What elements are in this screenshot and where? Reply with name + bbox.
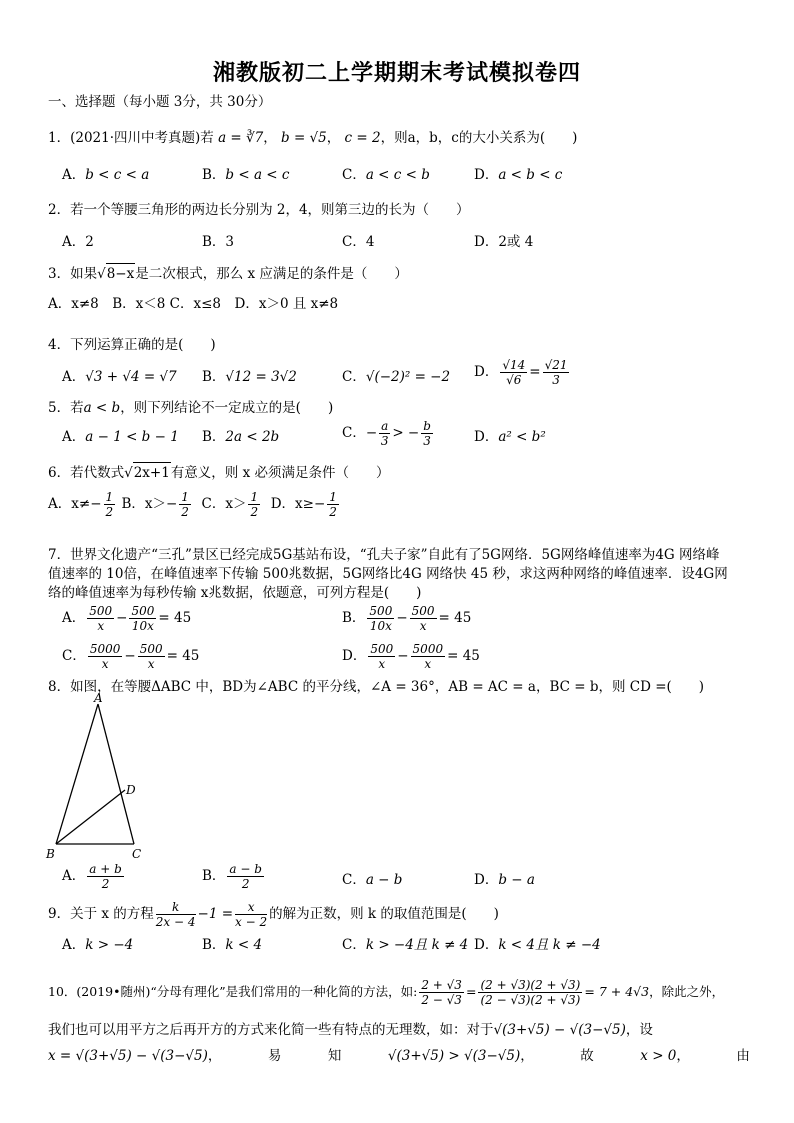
question-1-stem: 1．(2021·四川中考真题)若 a = ∛7， b = √5， c = 2，则a，b，c的大小关系为( ) (48, 130, 578, 146)
q8-option-a[interactable]: A． $\frac{a + b}{2}$ (62, 862, 122, 891)
q6-radicand: 2x+1 (133, 462, 171, 483)
question-6-stem: 6．若代数式√ 2x+1有意义，则 x 必须满足条件（ ） (48, 462, 750, 483)
q3-options[interactable]: A．x≠8 B．x＜8 C．x≤8 D．x＞0 且 x≠8 (48, 296, 339, 312)
q4-option-a[interactable]: A．√3 + √4 = √7 (62, 369, 177, 385)
q2-option-c[interactable]: C．4 (342, 234, 375, 250)
q6-options[interactable] (48, 490, 341, 519)
q7-option-a[interactable]: A． $\frac{500}{x}$ − $\frac{500}{10x}$ = 45 (62, 604, 192, 633)
question-10-line-2: 我们也可以用平方之后再开方的方式来化简一些有特点的无理数，如：对于√(3+√5) − √(3−√5)，设 (48, 1022, 653, 1038)
q2-option-d[interactable]: D．2或 4 (474, 234, 534, 250)
q5-option-b[interactable]: B．2a < 2b (202, 429, 280, 445)
q7-option-d[interactable]: D． $\frac{500}{x}$ − $\frac{5000}{x}$ = 45 (342, 642, 480, 671)
question-9-stem: 9．关于 x 的方程 $\frac{k}{2x - 4}$ −1 = $\frac{x}{x - 2}$ 的解为正数，则 k 的取值范围是( ) (48, 900, 499, 929)
q4-option-d[interactable]: D． $\frac{√14}{√6}$ = $\frac{√21}{3}$ (474, 358, 568, 387)
question-3-stem: 3．如果√ 8−x是二次根式，那么 x 应满足的条件是（ ） (48, 263, 750, 284)
q1-option-a[interactable]: A．b < c < a (62, 167, 150, 183)
vertex-label-a: A (94, 692, 103, 705)
bisector-bd (56, 790, 125, 844)
q1-option-c[interactable]: C．a < c < b (342, 167, 430, 183)
triangle-figure (40, 692, 160, 864)
q7-option-b[interactable]: B． $\frac{500}{10x}$ − $\frac{500}{x}$ = 45 (342, 604, 472, 633)
q1-b-expr: b = √5 (281, 130, 327, 146)
q6-option-a: A．x≠− $\frac{1}{2}$ (48, 490, 114, 519)
section-heading: 一、选择题（每小题 3分，共 30分） (48, 94, 272, 110)
q9-option-c[interactable]: C．k > −4且 k ≠ 4 (342, 937, 469, 953)
q4-option-c[interactable]: C．√(−2)² = −2 (342, 369, 451, 385)
q8-option-d[interactable]: D．b − a (474, 872, 535, 888)
vertex-label-b: B (46, 847, 55, 861)
side-ab (56, 704, 98, 844)
q8-option-b[interactable]: B． $\frac{a - b}{2}$ (202, 862, 262, 891)
q2-option-b[interactable]: B．3 (202, 234, 235, 250)
q6-option-d: D．x≥− $\frac{1}{2}$ (270, 490, 337, 519)
q1-a-expr: a = ∛7 (218, 130, 264, 146)
q7-option-c[interactable]: C． $\frac{5000}{x}$ − $\frac{500}{x}$ = 45 (62, 642, 200, 671)
question-8-stem: 8．如图，在等腰ΔABC 中，BD为∠ABC 的平分线，∠A = 36°，AB = AC = a，BC = b，则 CD =( ) (48, 679, 705, 695)
q8-option-c[interactable]: C．a − b (342, 872, 403, 888)
q1-option-d[interactable]: D．a < b < c (474, 167, 563, 183)
question-10-line-3: x = √(3+√5) − √(3−√5)， 易 知 √(3+√5) > √(3−√5)， 故 x > 0， 由 (48, 1048, 750, 1064)
q2-option-a[interactable]: A．2 (62, 234, 94, 250)
side-ac (98, 704, 134, 844)
page-title: 湘教版初二上学期期末考试模拟卷四 (212, 60, 581, 86)
point-label-d: D (126, 783, 136, 797)
q1-c-expr: c = 2 (344, 130, 381, 146)
q3-radicand: 8−x (106, 263, 136, 284)
q5-option-a[interactable]: A．a − 1 < b − 1 (62, 429, 179, 445)
q5-option-d[interactable]: D．a² < b² (474, 429, 546, 445)
q1-option-b[interactable]: B．b < a < c (202, 167, 290, 183)
question-4-stem: 4．下列运算正确的是( ) (48, 337, 216, 353)
question-7-line-1: 7．世界文化遗产“三孔”景区已经完成5G基站布设，“孔夫子家”自此有了5G网络．5G网络峰值速率为4G 网络峰 (48, 547, 720, 563)
q9-option-b[interactable]: B．k < 4 (202, 937, 263, 953)
question-7-line-2: 值速率的 10倍，在峰值速率下传输 500兆数据，5G网络比4G 网络快 45 秒，求这两种网络的峰值速率．设4G网 (48, 566, 728, 582)
q4-option-b[interactable]: B．√12 = 3√2 (202, 369, 297, 385)
q9-option-d[interactable]: D．k < 4且 k ≠ −4 (474, 937, 601, 953)
q6-option-b: B．x＞− $\frac{1}{2}$ (121, 490, 189, 519)
question-7-line-3: 络的峰值速率为每秒传输 x兆数据，依题意，可列方程是( ) (48, 585, 422, 601)
question-5-stem: 5．若a < b，则下列结论不一定成立的是( ) (48, 400, 334, 416)
q9-option-a[interactable]: A．k > −4 (62, 937, 134, 953)
vertex-label-c: C (132, 847, 142, 861)
question-10-line-1: 10．(2019•随州)“分母有理化”是我们常用的一种化简的方法，如: $\frac{2 + √3}{2 - √3}$ = $\frac{(2 + √3)(2 + √3)}{(2 - √3)(2 + √3)}$ = 7 + 4√3，除此之外， (48, 978, 725, 1007)
q6-option-c: C．x＞ $\frac{1}{2}$ (201, 490, 259, 519)
q5-option-c[interactable]: C．− $\frac{a}{3}$ > − $\frac{b}{3}$ (342, 419, 431, 448)
question-2-stem: 2．若一个等腰三角形的两边长分别为 2，4，则第三边的长为（ ） (48, 202, 470, 218)
